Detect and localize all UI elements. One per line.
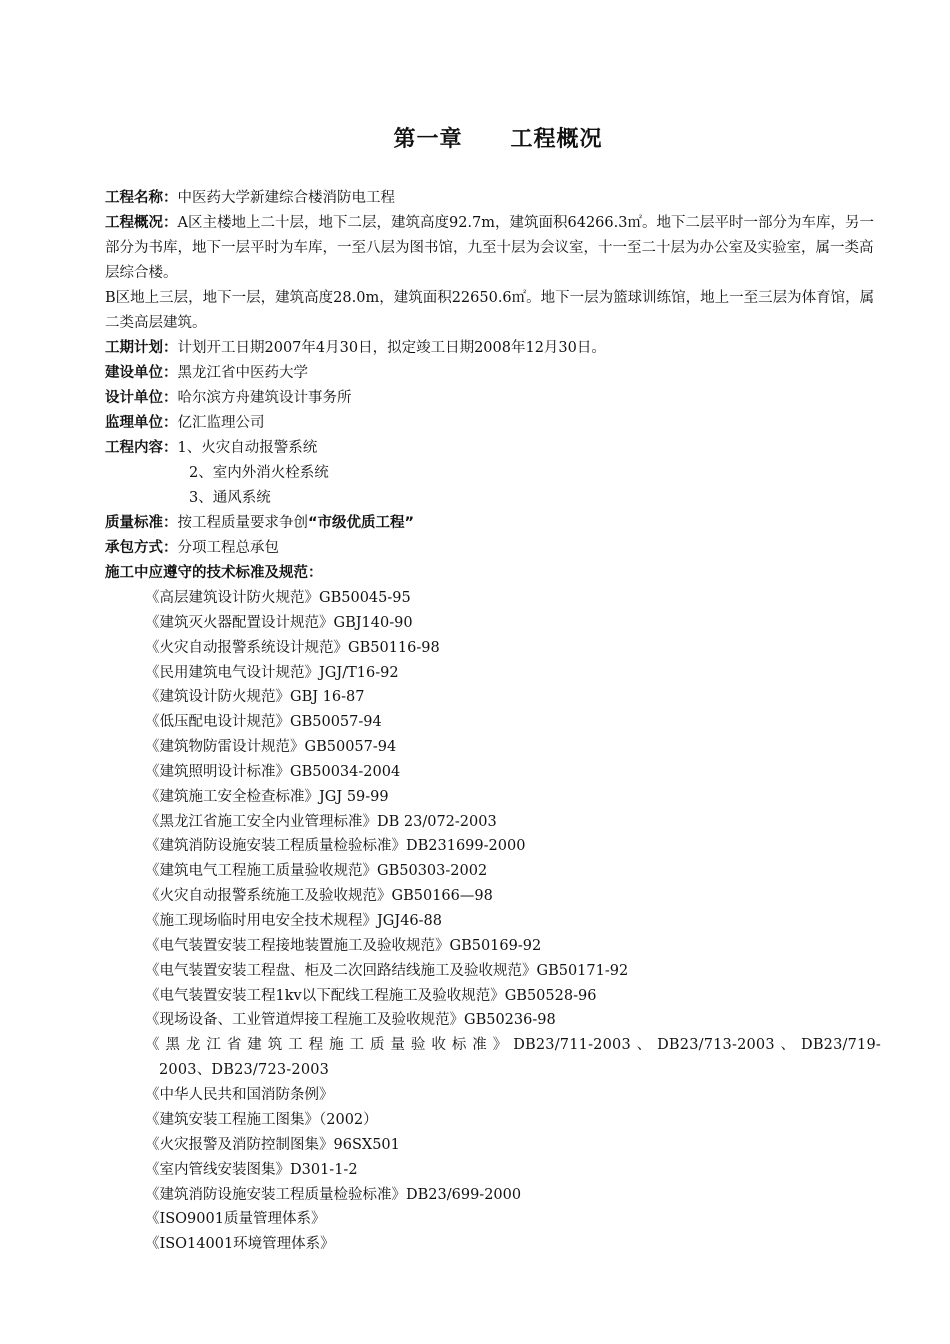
- schedule-row: [105, 336, 881, 361]
- content-item: 1、火灾自动报警系统: [177, 440, 318, 456]
- content-item-row: [105, 461, 881, 486]
- standard-item: 《建筑设计防火规范》GBJ 16-87: [145, 689, 365, 706]
- contract-value: 分项工程总承包: [177, 540, 279, 556]
- content-item: 2、室内外消火栓系统: [189, 465, 329, 481]
- content-item-row: [105, 486, 881, 511]
- standard-item: 《火灾自动报警系统施工及验收规范》GB50166—98: [145, 888, 493, 905]
- standard-item: 《建筑电气工程施工质量验收规范》GB50303-2002: [145, 863, 488, 880]
- standard-item: 《建筑物防雷设计规范》GB50057-94: [145, 739, 397, 756]
- standard-item: 《火灾报警及消防控制图集》96SX501: [145, 1136, 400, 1153]
- standard-item: 《建筑消防设施安装工程质量检验标准》DB23/699-2000: [145, 1186, 522, 1203]
- designer-row: [105, 386, 881, 411]
- supervisor-value: 亿汇监理公司: [177, 415, 265, 431]
- contract-row: [105, 536, 881, 561]
- standard-item: 《现场设备、工业管道焊接工程施工及验收规范》GB50236-98: [145, 1012, 556, 1029]
- document-body: [105, 186, 881, 1257]
- contract-label: 承包方式：: [105, 540, 178, 556]
- standard-item: 《低压配电设计规范》GB50057-94: [145, 714, 382, 731]
- standard-item: 《电气装置安装工程接地装置施工及验收规范》GB50169-92: [145, 937, 542, 954]
- owner-row: [105, 361, 881, 386]
- content-row: [105, 436, 881, 461]
- quality-target: “市级优质工程”: [308, 515, 415, 531]
- schedule-label: 工期计划：: [105, 340, 178, 356]
- standard-item: 《建筑消防设施安装工程质量检验标准》DB231699-2000: [145, 838, 526, 855]
- owner-label: 建设单位：: [105, 365, 178, 381]
- standard-item: 《民用建筑电气设计规范》JGJ/T16-92: [145, 664, 399, 681]
- schedule-value: 计划开工日期2007年4月30日，拟定竣工日期2008年12月30日。: [177, 340, 606, 356]
- chapter-name: 工程概况: [510, 127, 603, 152]
- standards-heading: 施工中应遵守的技术标准及规范：: [105, 565, 323, 581]
- designer-value: 哈尔滨方舟建筑设计事务所: [177, 390, 352, 406]
- standard-item: 《高层建筑设计防火规范》GB50045-95: [145, 590, 411, 606]
- standard-item: 《室内管线安装图集》D301-1-2: [145, 1161, 358, 1178]
- chapter-number: 第一章: [393, 127, 463, 152]
- standard-item: 《建筑照明设计标准》GB50034-2004: [145, 763, 401, 780]
- content-label: 工程内容：: [105, 440, 178, 456]
- standard-item: 《黑龙江省施工安全内业管理标准》DB 23/072-2003: [145, 813, 497, 830]
- quality-row: [105, 511, 881, 536]
- owner-value: 黑龙江省中医药大学: [177, 365, 308, 381]
- standard-item: 《电气装置安装工程1kv以下配线工程施工及验收规范》GB50528-96: [145, 987, 597, 1004]
- standard-item: 《ISO14001环境管理体系》: [145, 1236, 335, 1253]
- standard-item: 《建筑灭火器配置设计规范》GBJ140-90: [145, 614, 413, 631]
- standard-item: 《中华人民共和国消防条例》: [145, 1087, 334, 1104]
- standard-item-multiline: [105, 1033, 881, 1083]
- overview-text-b: B区地上三层，地下一层，建筑高度28.0m，建筑面积22650.6㎡。地下一层为篮球训练馆，地上一至三层为体育馆，属二类高层建筑。: [105, 290, 875, 331]
- standard-multi-line2: 2003、DB23/723-2003: [159, 1062, 330, 1079]
- project-name-value: 中医药大学新建综合楼消防电工程: [177, 190, 395, 206]
- overview-para-b: [105, 286, 881, 336]
- quality-label: 质量标准：: [105, 515, 178, 531]
- quality-prefix: 按工程质量要求争创: [177, 515, 308, 531]
- standard-item: 《建筑安装工程施工图集》（2002）: [145, 1112, 378, 1129]
- overview-text-a: A区主楼地上二十层，地下二层，建筑高度92.7m，建筑面积64266.3㎡。地下二层平时一部分为车库，另一部分为书库，地下一层平时为车库，一至八层为图书馆，九至十层为会议室，十一至二十层为办公室及实验室，属一类高层综合楼。: [105, 215, 874, 281]
- standard-item: 《ISO9001质量管理体系》: [145, 1211, 326, 1228]
- project-name-row: [105, 186, 881, 211]
- standard-item: 《施工现场临时用电安全技术规程》JGJ46-88: [145, 912, 443, 929]
- supervisor-label: 监理单位：: [105, 415, 178, 431]
- standard-multi-line1: 《黑龙江省建筑工程施工质量验收标准》DB23/711-2003、DB23/713-2003、DB23/719-: [145, 1037, 881, 1054]
- overview-para-a: [105, 211, 881, 286]
- supervisor-row: [105, 411, 881, 436]
- standard-item: 《电气装置安装工程盘、柜及二次回路结线施工及验收规范》GB50171-92: [145, 962, 629, 979]
- overview-label: 工程概况：: [105, 215, 178, 231]
- designer-label: 设计单位：: [105, 390, 178, 406]
- content-item: 3、通风系统: [189, 490, 271, 506]
- standard-item: 《建筑施工安全检查标准》JGJ 59-99: [145, 788, 389, 805]
- standard-item: 《火灾自动报警系统设计规范》GB50116-98: [145, 639, 440, 656]
- project-name-label: 工程名称：: [105, 190, 178, 206]
- chapter-title: [0, 122, 950, 153]
- standards-list: [105, 586, 881, 1257]
